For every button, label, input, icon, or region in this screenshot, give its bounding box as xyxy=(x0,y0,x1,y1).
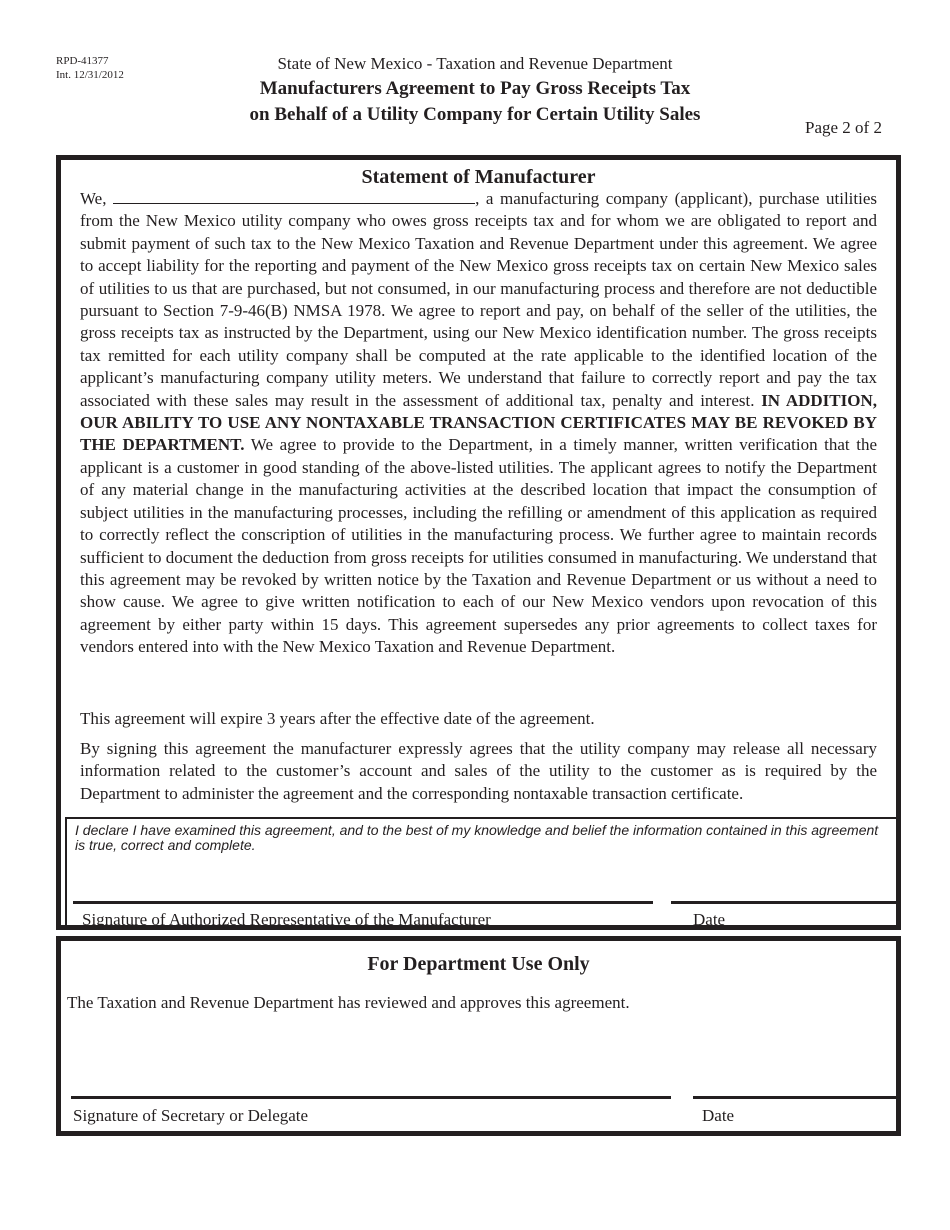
form-date: Int. 12/31/2012 xyxy=(56,69,124,81)
department-name: State of New Mexico - Taxation and Revenue Department xyxy=(277,54,673,73)
statement-title: Statement of Manufacturer xyxy=(361,166,596,188)
manufacturer-date-label: Date xyxy=(693,910,726,929)
department-approval-text: The Taxation and Revenue Department has reviewed and approves this agreement. xyxy=(67,993,630,1012)
manufacturer-date-line[interactable] xyxy=(671,901,901,904)
secretary-signature-line[interactable] xyxy=(71,1096,671,1099)
declaration-text: I declare I have examined this agreement, and to the best of my knowledge and belief the information contained in this agreement is true, correct and complete. xyxy=(75,822,879,853)
page-header xyxy=(180,52,770,128)
statement-section xyxy=(56,155,901,930)
statement-body xyxy=(80,188,877,659)
statement-we: We, xyxy=(80,189,107,208)
department-use-section xyxy=(56,936,901,1136)
expiration-text: This agreement will expire 3 years after the effective date of the agreement. xyxy=(80,709,595,728)
statement-text-part2: We agree to provide to the Department, in a timely manner, written verification that the applicant is a customer in good standing of the above-listed utilities. The applicant agrees to notify the Department of any material change in the manufacturing activities at the described location that impact the consumption of subject utilities in the manufacturing processes, including the refilling or amendment of this application as required to correctly reflect the conscription of utilities in the manufacturing process. We further agree to maintain records sufficient to document the deduction from gross receipts for utilities consumed in manufacturing. We understand that this agreement may be revoked by written notice by the Taxation and Revenue Department or us without a need to show cause. We agree to give written notification to each of our New Mexico vendors upon revocation of this agreement by either party within 15 days. This agreement supersedes any prior agreements to collect taxes for vendors entered into with the New Mexico Taxation and Revenue Department. xyxy=(80,435,877,657)
statement-text-part1: , a manufacturing company (applicant), purchase utilities from the New Mexico utility company who owes gross receipts tax and for whom we are obligated to report and submit payment of such tax to the New Mexico Taxation and Revenue Department under this agreement. We agree to accept liability for the reporting and payment of the New Mexico gross receipts tax on certain New Mexico sales of utilities to us that are purchased, but not consumed, in our manufacturing process and therefore are not deductible pursuant to Section 7-9-46(B) NMSA 1978. We agree to report and pay, on behalf of the seller of the utilities, the gross receipts tax as instructed by the Department, using our New Mexico identification number. The gross receipts tax remitted for each utility company shall be computed at the rate applicable to the identified location of the applicant’s manufacturing company utility meters. We understand that failure to correctly report and pay the tax associated with these sales may result in the assessment of additional tax, penalty and interest. xyxy=(80,189,878,410)
declaration-section xyxy=(65,817,896,929)
secretary-date-label: Date xyxy=(702,1106,735,1125)
form-title-line2: on Behalf of a Utility Company for Certain Utility Sales xyxy=(249,104,701,125)
statement-text-bold: IN ADDITION, OUR ABILITY TO USE ANY NONTAXABLE TRANSACTION CERTIFICATES MAY BE REVOKED BY THE DEPARTMENT. xyxy=(80,390,877,455)
signing-consent-text: By signing this agreement the manufacturer expressly agrees that the utility company may release all necessary information related to the customer’s account and sales of the utility to the customer as is required by the Department to administer the agreement and the corresponding nontaxable transaction certificate. xyxy=(80,739,877,803)
secretary-date-line[interactable] xyxy=(693,1096,896,1099)
form-number: RPD-41377 xyxy=(56,55,109,67)
form-identifier xyxy=(56,54,124,82)
manufacturer-signature-line[interactable] xyxy=(73,901,653,904)
form-title-line1: Manufacturers Agreement to Pay Gross Receipts Tax xyxy=(259,78,691,99)
secretary-signature-label: Signature of Secretary or Delegate xyxy=(73,1106,309,1125)
manufacturer-name-field[interactable] xyxy=(113,188,475,204)
page-number: Page 2 of 2 xyxy=(805,118,882,137)
department-use-title: For Department Use Only xyxy=(367,953,590,975)
manufacturer-signature-label: Signature of Authorized Representative of the Manufacturer xyxy=(82,910,491,929)
